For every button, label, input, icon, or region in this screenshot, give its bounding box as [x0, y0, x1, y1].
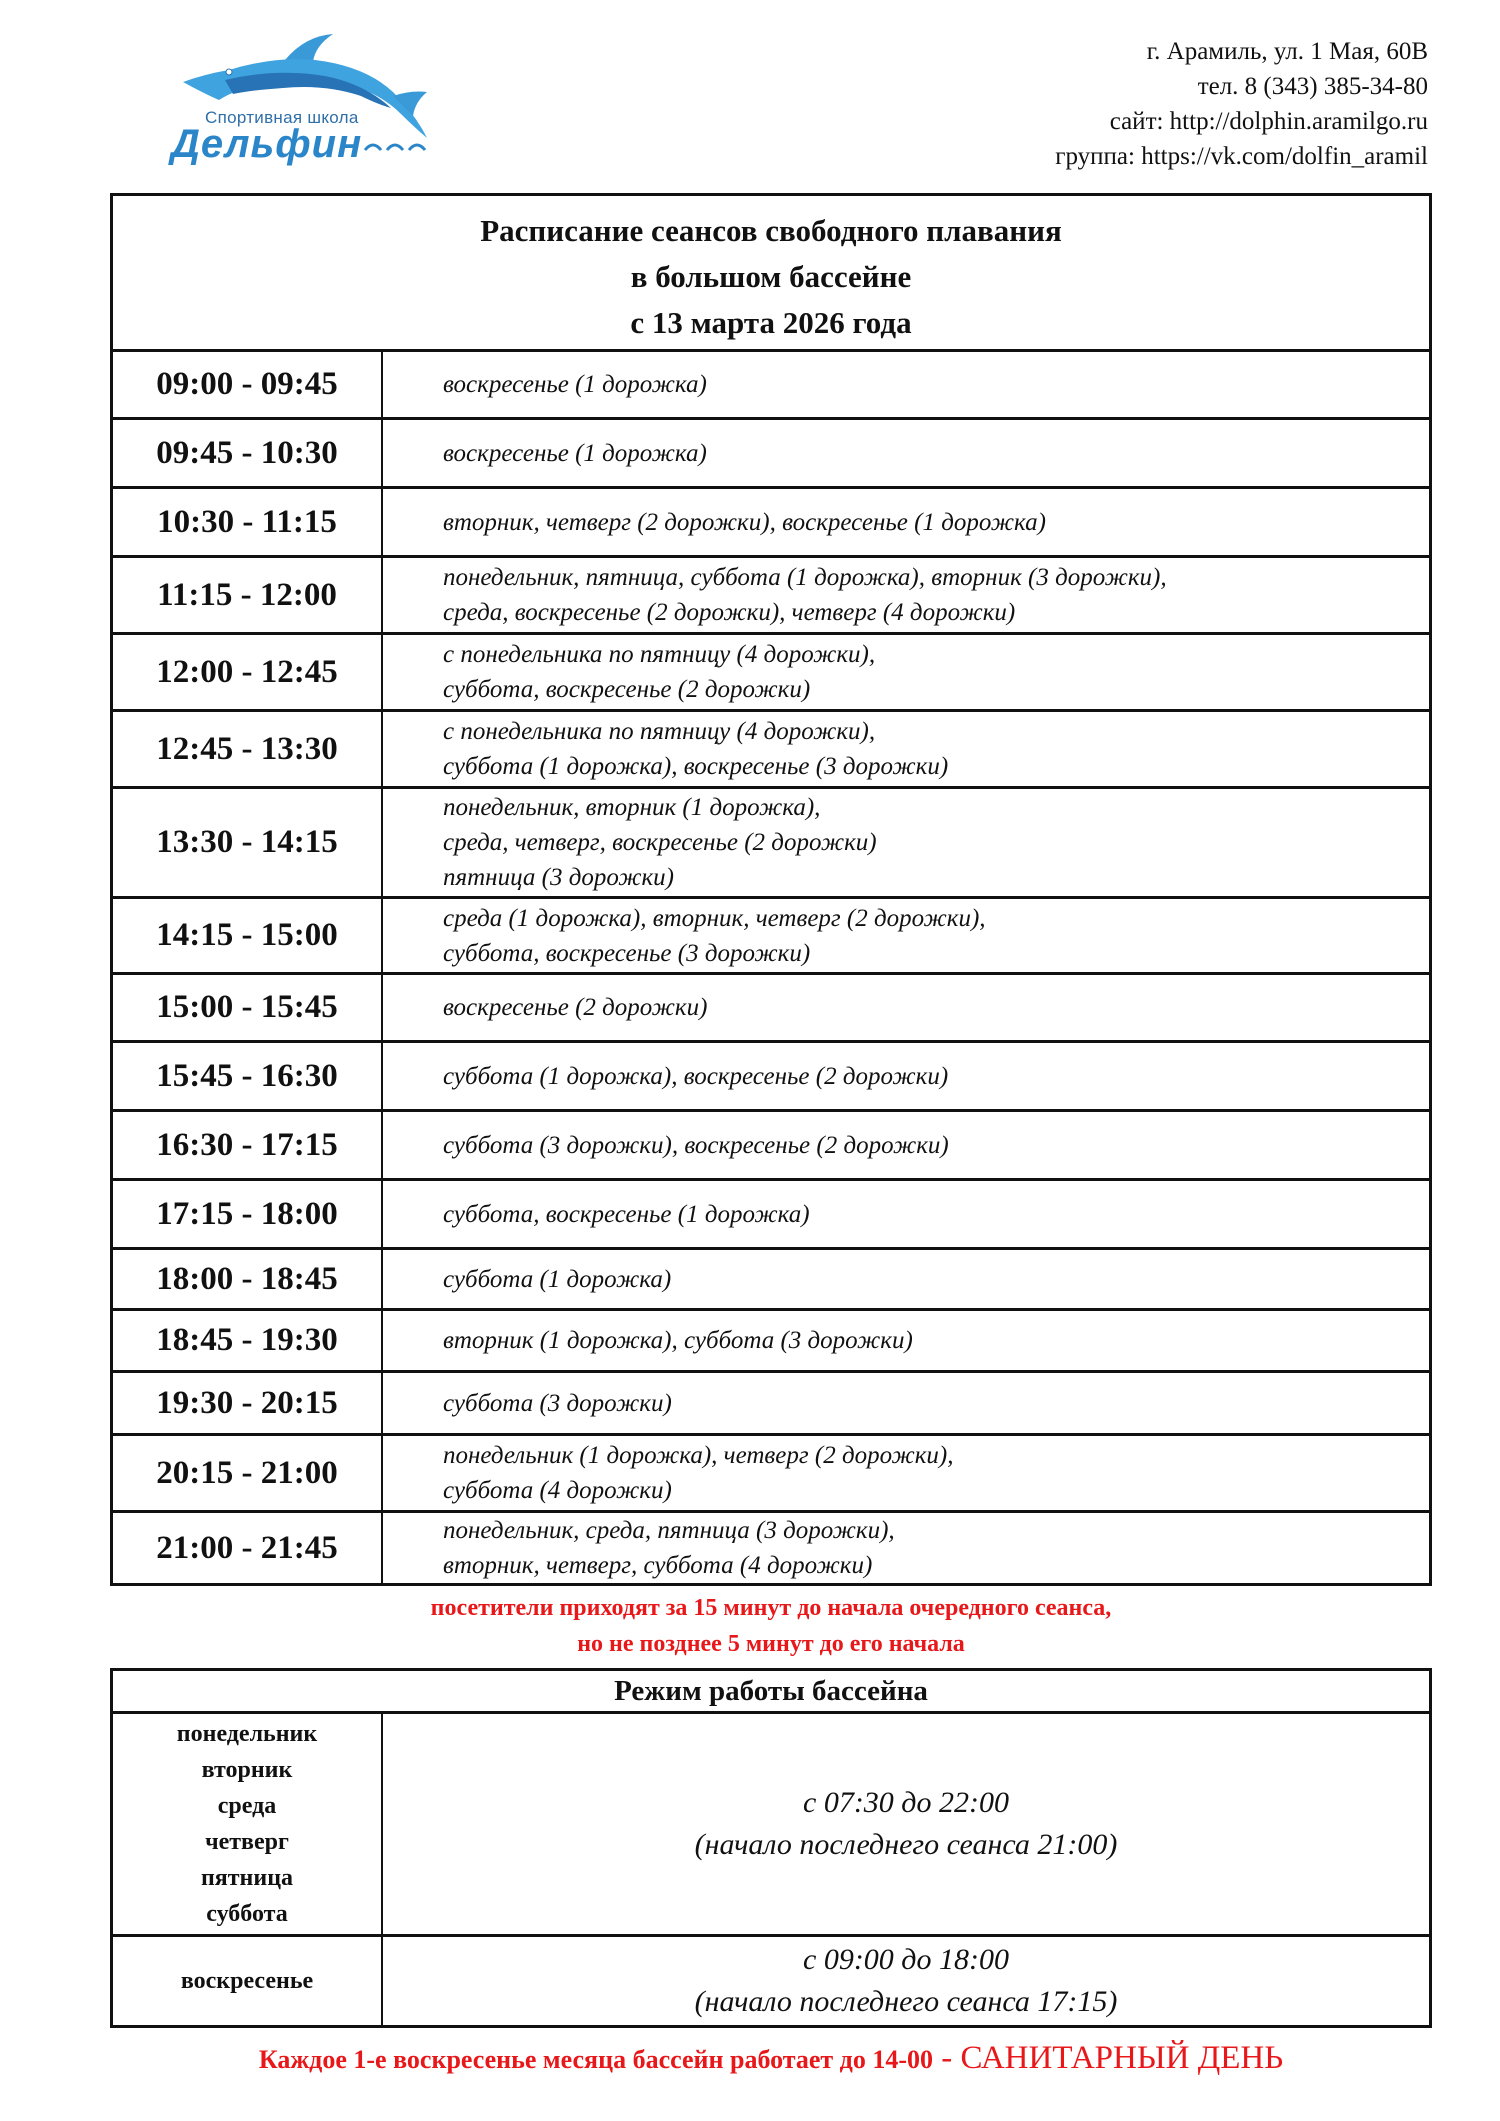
schedule-row: [113, 632, 1429, 709]
school-label: Спортивная школа: [205, 108, 359, 127]
session-days: [383, 1311, 1429, 1370]
title-line-3: с 13 марта 2026 года: [630, 305, 912, 340]
session-days-line: суббота, воскресенье (3 дорожки): [443, 939, 811, 967]
session-days-line: суббота (3 дорожки), воскресенье (2 дорожки): [443, 1131, 949, 1159]
session-days: [383, 1373, 1429, 1433]
weekdays-list: [113, 1714, 383, 1934]
session-days: [383, 1043, 1429, 1109]
session-days-line: понедельник, вторник (1 дорожка),: [443, 794, 821, 821]
school-logo: [165, 30, 465, 170]
schedule-row: [113, 1247, 1429, 1308]
arrival-notice-line-2: но не позднее 5 минут до его начала: [577, 1631, 965, 1657]
session-days: [383, 635, 1429, 709]
schedule-row: [113, 896, 1429, 972]
session-time: 09:45 - 10:30: [113, 420, 383, 486]
schedule-row: [113, 349, 1429, 417]
session-time: 18:00 - 18:45: [113, 1250, 383, 1308]
session-days-line: воскресенье (2 дорожки): [443, 994, 708, 1021]
session-time: 15:45 - 16:30: [113, 1043, 383, 1109]
session-time: 13:30 - 14:15: [113, 789, 383, 896]
session-time: 20:15 - 21:00: [113, 1436, 383, 1510]
session-days-line: воскресенье (1 дорожка): [443, 439, 707, 467]
session-days-line: среда, воскресенье (2 дорожки), четверг (4 дорожки): [443, 599, 1016, 626]
session-days-line: понедельник, пятница, суббота (1 дорожка), вторник (3 дорожки),: [443, 564, 1167, 591]
session-time: 09:00 - 09:45: [113, 352, 383, 417]
session-time: 11:15 - 12:00: [113, 558, 383, 632]
session-time: 10:30 - 11:15: [113, 489, 383, 555]
session-days-line: понедельник (1 дорожка), четверг (2 дорожки),: [443, 1442, 954, 1469]
session-days: [383, 1513, 1429, 1583]
arrival-notice-line-1: посетители приходят за 15 минут до начала очередного сеанса,: [430, 1595, 1112, 1621]
schedule-row: [113, 786, 1429, 896]
session-time: 12:00 - 12:45: [113, 635, 383, 709]
session-days-line: суббота (3 дорожки): [443, 1389, 672, 1417]
day-name: понедельник: [176, 1721, 318, 1747]
vk-group-link[interactable]: группа: https://vk.com/dolfin_aramil: [1055, 143, 1428, 170]
session-days-line: пятница (3 дорожки): [443, 864, 675, 891]
session-days: [383, 1181, 1429, 1247]
session-days: [383, 489, 1429, 555]
contact-block: [1055, 34, 1428, 174]
session-days-line: суббота (1 дорожка), воскресенье (3 дорожки): [443, 753, 949, 780]
title-line-2: в большом бассейне: [630, 259, 912, 294]
session-days-line: суббота, воскресенье (2 дорожки): [443, 676, 811, 703]
schedule-row: [113, 486, 1429, 555]
schedule-title: [110, 193, 1432, 352]
phone: тел. 8 (343) 385-34-80: [1197, 73, 1428, 100]
address: г. Арамиль, ул. 1 Мая, 60В: [1146, 38, 1428, 65]
schedule-row: [113, 972, 1429, 1040]
session-days: [383, 789, 1429, 896]
session-time: 19:30 - 20:15: [113, 1373, 383, 1433]
session-time: 21:00 - 21:45: [113, 1513, 383, 1583]
schedule-row: [113, 1370, 1429, 1433]
session-days: [383, 899, 1429, 972]
schedule-row: [113, 1510, 1429, 1586]
session-days: [383, 558, 1429, 632]
session-days-line: суббота (4 дорожки): [443, 1477, 672, 1504]
schedule-row: [113, 1040, 1429, 1109]
weekdays-range: с 07:30 до 22:00: [803, 1786, 1009, 1819]
session-days: [383, 1112, 1429, 1178]
session-days-line: вторник (1 дорожка), суббота (3 дорожки): [443, 1327, 913, 1354]
weekdays-last-session: (начало последнего сеанса 21:00): [694, 1828, 1118, 1861]
session-days: [383, 352, 1429, 417]
session-time: 15:00 - 15:45: [113, 975, 383, 1040]
working-hours-table: [110, 1668, 1432, 2028]
brand-name: Дельфин: [171, 122, 363, 166]
session-time: 14:15 - 15:00: [113, 899, 383, 972]
schedule-row: [113, 1308, 1429, 1370]
title-line-1: Расписание сеансов свободного плавания: [480, 213, 1062, 248]
schedule-table: [110, 349, 1432, 1586]
sanitary-day-emphasis: - САНИТАРНЫЙ ДЕНЬ: [932, 2040, 1284, 2076]
day-name: четверг: [205, 1829, 289, 1855]
session-days-line: суббота (1 дорожка): [443, 1265, 672, 1293]
session-days-line: вторник, четверг (2 дорожки), воскресенье (1 дорожка): [443, 508, 1046, 536]
session-days: [383, 1250, 1429, 1308]
session-days-line: среда (1 дорожка), вторник, четверг (2 дорожки),: [443, 904, 986, 932]
day-name: воскресенье: [180, 1968, 314, 1994]
schedule-row: [113, 555, 1429, 632]
working-hours-title: Режим работы бассейна: [113, 1671, 1429, 1714]
session-days-line: понедельник, среда, пятница (3 дорожки),: [443, 1517, 895, 1544]
session-days-line: вторник, четверг, суббота (4 дорожки): [443, 1552, 873, 1579]
day-name: вторник: [201, 1757, 293, 1783]
session-days-line: воскресенье (1 дорожка): [443, 371, 707, 398]
session-days-line: суббота (1 дорожка), воскресенье (2 дорожки): [443, 1062, 949, 1090]
session-time: 17:15 - 18:00: [113, 1181, 383, 1247]
website-link[interactable]: сайт: http://dolphin.aramilgo.ru: [1109, 108, 1428, 135]
session-days: [383, 975, 1429, 1040]
sanitary-day-text: Каждое 1-е воскресенье месяца бассейн работает до 14-00: [258, 2045, 933, 2074]
session-days-line: с понедельника по пятницу (4 дорожки),: [443, 718, 876, 745]
session-days-line: среда, четверг, воскресенье (2 дорожки): [443, 829, 877, 856]
sunday-label: [113, 1937, 383, 2025]
sanitary-day-notice: [110, 2040, 1432, 2077]
session-time: 18:45 - 19:30: [113, 1311, 383, 1370]
session-days: [383, 420, 1429, 486]
schedule-row: [113, 1433, 1429, 1510]
hours-row-sunday: [113, 1934, 1429, 2025]
weekdays-hours: [383, 1714, 1429, 1934]
sunday-last-session: (начало последнего сеанса 17:15): [694, 1985, 1118, 2018]
sunday-hours: [383, 1937, 1429, 2025]
schedule-row: [113, 1109, 1429, 1178]
session-days: [383, 712, 1429, 786]
session-time: 16:30 - 17:15: [113, 1112, 383, 1178]
session-days-line: суббота, воскресенье (1 дорожка): [443, 1200, 810, 1228]
hours-row-weekdays: [113, 1714, 1429, 1934]
day-name: пятница: [200, 1865, 294, 1891]
session-time: 12:45 - 13:30: [113, 712, 383, 786]
schedule-row: [113, 417, 1429, 486]
day-name: среда: [217, 1793, 277, 1819]
session-days: [383, 1436, 1429, 1510]
sunday-range: с 09:00 до 18:00: [803, 1943, 1009, 1976]
schedule-row: [113, 1178, 1429, 1247]
session-days-line: с понедельника по пятницу (4 дорожки),: [443, 641, 876, 668]
schedule-row: [113, 709, 1429, 786]
day-name: суббота: [206, 1901, 288, 1927]
